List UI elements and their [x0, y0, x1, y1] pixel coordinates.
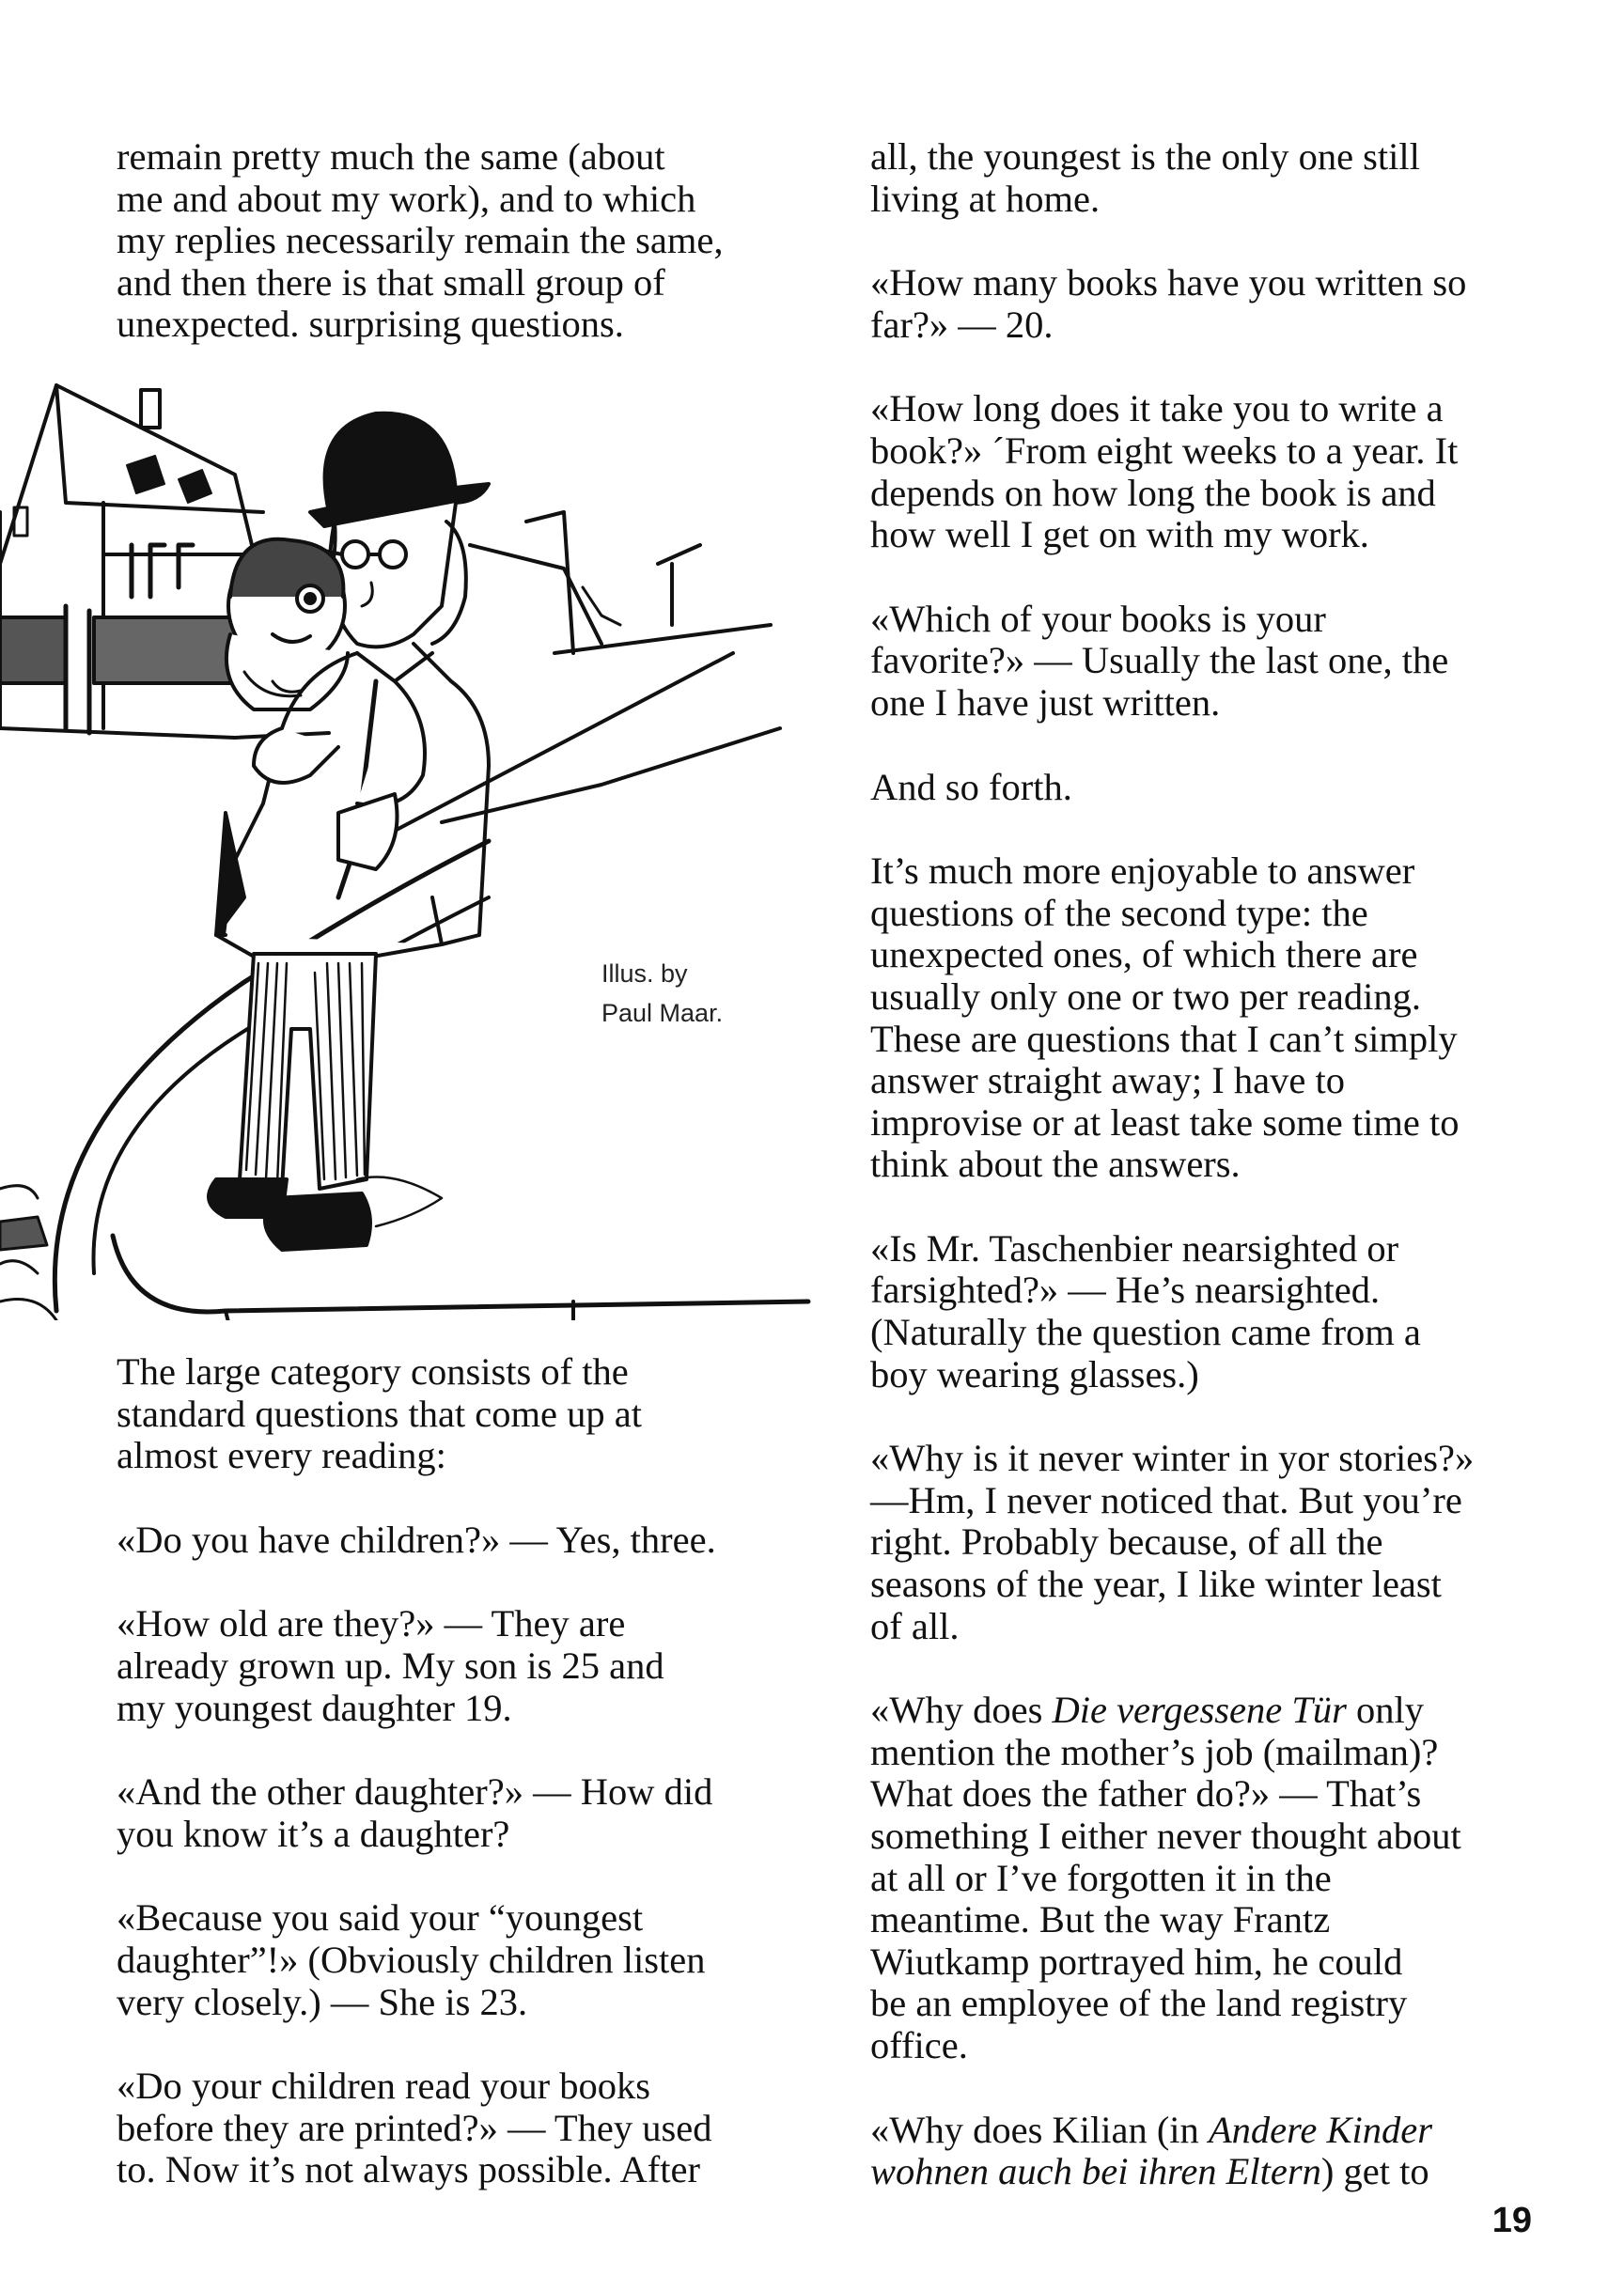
paragraph: «Do your children read your books before they are printed?» — They used to. Now it’s not always possible. After	[117, 2065, 712, 2191]
man-holding-child-drawing	[0, 371, 818, 1320]
paragraph: all, the youngest is the only one still living at home.	[870, 135, 1420, 220]
paragraph: «Is Mr. Taschenbier nearsighted or farsighted?» — He’s nearsighted. (Naturally the question came from a boy wearing glasses.)	[870, 1226, 1421, 1395]
paragraph: «How many books have you written so far?» — 20.	[870, 261, 1467, 346]
chimney	[141, 390, 160, 428]
paragraph: «And the other daughter?» — How did you know it’s a daughter?	[117, 1770, 713, 1855]
book-title: Andere Kinder	[1208, 2108, 1433, 2151]
illustration-credit: Illus. by Paul Maar.	[601, 959, 724, 1027]
glasses-left-lens	[342, 541, 368, 568]
left-column-top-text	[117, 136, 793, 388]
paragraph-intro: remain pretty much the same (about me and about my work), and to which my replies necessarily remain the same, and then there is that small group of unexpected. surprising questions.	[117, 135, 724, 346]
paragraph: «Which of your books is your favorite?» — Usually the last one, the one I have just written.	[870, 597, 1449, 724]
paragraph: It’s much more enjoyable to answer questions of the second type: the unexpected ones, of which there are usually only one or two per reading. These are questions that I can’t simply answer straight away; I have to improvise or at least take some time to think about the answers.	[870, 849, 1460, 1186]
paragraph: «Because you said your “youngest daughter”!» (Obviously children listen very closely.) — She is 23.	[117, 1896, 706, 2023]
fence-left	[0, 617, 66, 683]
paragraph: «Why is it never winter in yor stories?» —Hm, I never noticed that. But you’re right. Probably because, of all the seasons of the year, I like winter least of all.	[870, 1437, 1475, 1647]
book-title: Die vergessene Tür	[1052, 1689, 1347, 1732]
book-title: wohnen auch bei ihren Eltern	[870, 2150, 1321, 2193]
paragraph-andere-kinder: «Why does Kilian (in Andere Kinder wohnen auch bei ihren Eltern) get to	[870, 2108, 1433, 2193]
paragraph: And so forth.	[870, 765, 1072, 808]
coat-pocket	[338, 794, 398, 869]
illustration	[0, 371, 818, 1320]
shoe-right	[265, 1193, 370, 1250]
right-column-text	[870, 136, 1528, 2236]
paragraph: The large category consists of the standard questions that come up at almost every reading:	[117, 1350, 642, 1477]
street-lamp	[526, 512, 573, 653]
paragraph: «How long does it take you to write a book?» ´From eight weeks to a year. It depends on how long the book is and how well I get on with my work.	[870, 387, 1459, 556]
paragraph-die-vergessene-tuer: «Why does Die vergessene Tür only mention the mother’s job (mailman)? What does the father do?» — That’s something I either never thought about at all or I’ve forgotten it in the meantime. But the way Frantz Wiutkamp portrayed him, he could be an employee of the land registry office.	[870, 1689, 1461, 2066]
page-number: 19	[1491, 2201, 1532, 2240]
left-column-bottom-text	[117, 1351, 793, 2234]
fence-right	[94, 617, 235, 683]
paragraph: «Do you have children?» — Yes, three.	[117, 1518, 716, 1561]
paragraph: «How old are they?» — They are already grown up. My son is 25 and my youngest daughter 19.	[117, 1602, 664, 1729]
